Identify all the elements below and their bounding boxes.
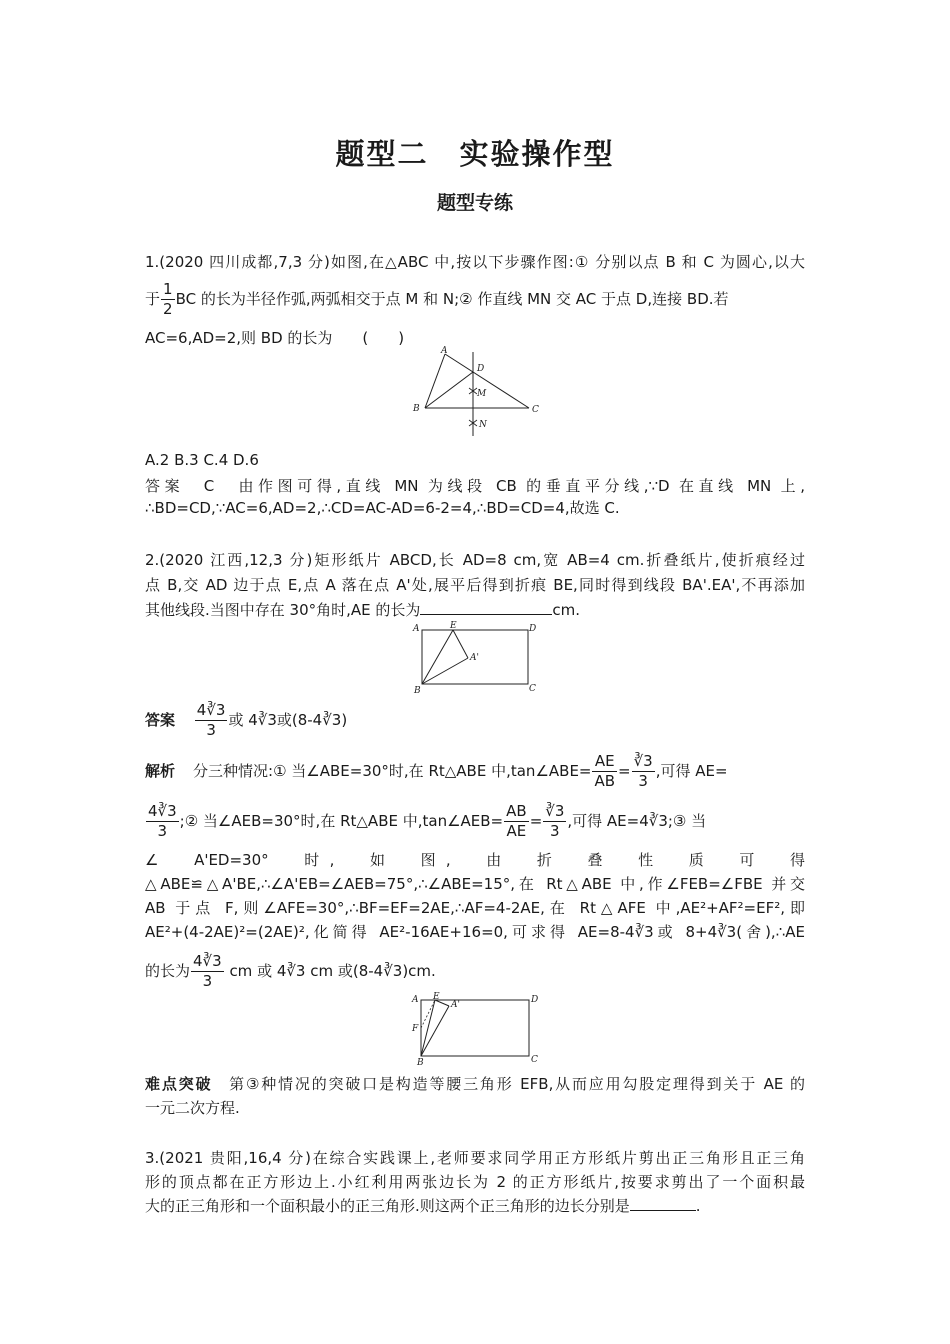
q2-s1-f2-num: ∛3 — [633, 752, 653, 770]
page-title: 题型二 实验操作型 — [335, 137, 615, 171]
q2-fig2-label-d: D — [531, 995, 539, 1005]
q2-fig2-label-b: B — [417, 1058, 424, 1066]
q3-line-3 — [145, 1196, 701, 1216]
q2-solution-line-2 — [145, 802, 706, 841]
q2-fig2-segment-fe — [421, 1000, 435, 1028]
q3-line-3-post: . — [695, 1197, 701, 1215]
q1-fig-label-d: D — [477, 364, 485, 374]
q2-fig-label-a: A — [413, 624, 420, 634]
q1-answer-line-2: ∴BD=CD,∵AC=6,AD=2,∴CD=AC-AD=6-2=4,∴BD=CD=4,故选 C. — [145, 499, 620, 517]
q1-fig-label-c: C — [532, 405, 539, 415]
q1-fraction-half — [161, 280, 175, 319]
q3-answer-blank[interactable] — [630, 1196, 696, 1211]
q1-line-2 — [145, 280, 729, 319]
q2-s2-f3-den: 3 — [550, 822, 560, 840]
q2-solution-line-6: AE²+(4-2AE)²=(2AE)²,化简得 AE²-16AE+16=0,可求得 AE=8-4∛3或 8+4∛3(舍),∴AE — [145, 923, 805, 941]
q2-s1-f2-den: 3 — [638, 772, 648, 790]
q2-answer-rest: 或 4∛3或(8-4∛3) — [228, 711, 348, 729]
q3-line-3-pre: 大的正三角形和一个面积最小的正三角形.则这两个正三角形的边长分别是 — [145, 1197, 630, 1215]
q1-options: A.2 B.3 C.4 D.6 — [145, 451, 259, 469]
q2-difficulty-text: 第③种情况的突破口是构造等腰三角形 EFB,从而应用勾股定理得到关于 AE 的 — [229, 1075, 805, 1093]
q2-solution-1-post: ,可得 AE= — [655, 762, 728, 780]
q2-difficulty-label: 难点突破 — [145, 1075, 213, 1093]
q2-s2-f2-num: AB — [506, 802, 527, 820]
q2-fig2-segment-ba — [421, 1006, 449, 1056]
q1-triangle-figure — [405, 344, 545, 440]
q1-fig-label-m: M — [477, 389, 487, 399]
q2-answer-label: 答案 — [145, 711, 176, 729]
q1-fraction-den: 2 — [163, 300, 173, 318]
q2-s2-mid: ;② 当∠AEB=30°时,在 Rt△ABE 中,tan∠AEB= — [179, 812, 504, 830]
q2-fig2-label-a-prime: A' — [451, 1000, 460, 1010]
q1-fig-label-n: N — [479, 420, 487, 430]
q2-rectangle-figure — [410, 620, 545, 694]
section-subtitle: 题型专练 — [436, 192, 513, 214]
q2-fig-label-a-prime: A' — [470, 653, 479, 663]
q2-line-1: 2.(2020 江西,12,3 分)矩形纸片 ABCD,长 AD=8 cm,宽 AB=4 cm.折叠纸片,使折痕经过 — [145, 551, 805, 569]
q2-s2-f3-num: ∛3 — [545, 802, 565, 820]
q2-answer-fraction — [195, 701, 228, 740]
q2-fig2-label-e: E — [433, 992, 440, 1002]
q2-fig2-crease-be — [421, 1000, 435, 1056]
q2-line-3 — [145, 600, 580, 620]
q2-solution-line-1 — [145, 752, 728, 791]
q3-line-1: 3.(2021 贵阳,16,4 分)在综合实践课上,老师要求同学用正方形纸片剪出正三角形且正三角 — [145, 1149, 805, 1167]
q2-s2-f-den: 3 — [157, 822, 168, 840]
q2-answer — [145, 701, 347, 740]
q1-answer-line-1: 答案 C 由作图可得,直线 MN 为线段 CB 的垂直平分线,∵D 在直线 MN 上, — [145, 477, 805, 495]
q2-s2-fraction-1 — [146, 802, 179, 841]
q1-fig-label-b: B — [413, 404, 420, 414]
q2-solution-figure — [405, 992, 545, 1066]
q2-answer-fraction-num: 4∛3 — [196, 701, 226, 719]
q2-s1-f1-den: AB — [594, 772, 616, 790]
q2-difficulty-line-2: 一元二次方程. — [145, 1099, 240, 1117]
q1-line-3: AC=6,AD=2,则 BD 的长为 ( ) — [145, 329, 405, 347]
q2-solution-line-4: △ABE≌△A'BE,∴∠A'EB=∠AEB=75°,∴∠ABE=15°,在 Rt△ABE 中,作∠FEB=∠FBE 并交 — [145, 875, 805, 893]
q2-difficulty-line-1 — [145, 1074, 805, 1094]
q2-s2-fraction-3 — [543, 802, 566, 841]
q2-s7-fraction — [191, 952, 224, 991]
q3-line-2: 形的顶点都在正方形边上.小红利用两张边长为 2 的正方形纸片,按要求剪出了一个面积最 — [145, 1173, 805, 1191]
q2-s7-post: cm 或 4∛3 cm 或(8-4∛3)cm. — [224, 962, 436, 980]
q2-fig2-label-f: F — [412, 1024, 419, 1034]
q1-fig-label-a: A — [441, 346, 448, 356]
q2-line-3-post: cm. — [552, 601, 581, 619]
q1-fig-side-ac — [445, 354, 529, 408]
q2-s2-f-num: 4∛3 — [148, 802, 177, 820]
q2-solution-line-7 — [145, 952, 436, 991]
q1-fig-segment-bd — [425, 372, 473, 408]
q2-solution-line-3: ∠ A'ED=30° 时, 如 图, 由 折 叠 性 质 可 得 — [145, 851, 805, 869]
q1-line-1: 1.(2020 四川成都,7,3 分)如图,在△ABC 中,按以下步骤作图:① 分别以点 B 和 C 为圆心,以大 — [145, 253, 805, 271]
q2-s2-fraction-2 — [504, 802, 529, 841]
q2-fig-label-c: C — [529, 684, 536, 694]
q1-fraction-num: 1 — [163, 280, 173, 298]
q2-fig-label-e: E — [450, 621, 457, 631]
q2-s7-den: 3 — [202, 972, 213, 990]
q1-line-2-pre: 于 — [145, 290, 161, 308]
q2-fig-crease-be — [422, 630, 453, 684]
q2-solution-1-pre: 分三种情况:① 当∠ABE=30°时,在 Rt△ABE 中,tan∠ABE= — [193, 762, 592, 780]
q2-s2-post: ,可得 AE=4∛3;③ 当 — [567, 812, 707, 830]
q2-s1-eq: = — [618, 762, 631, 780]
q2-line-3-pre: 其他线段.当图中存在 30°角时,AE 的长为 — [145, 601, 421, 619]
q2-fig2-label-a: A — [412, 995, 419, 1005]
q2-fig-label-b: B — [414, 686, 421, 694]
q2-solution-line-5: AB 于点 F,则∠AFE=30°,∴BF=EF=2AE,∴AF=4-2AE,在 Rt△AFE 中,AE²+AF²=EF²,即 — [145, 899, 805, 917]
q2-s7-num: 4∛3 — [193, 952, 222, 970]
q2-s7-pre: 的长为 — [145, 962, 191, 980]
q2-fig-segment-ea — [453, 630, 468, 658]
q2-answer-fraction-den: 3 — [206, 721, 216, 739]
q1-line-2-post: BC 的长为半径作弧,两弧相交于点 M 和 N;② 作直线 MN 交 AC 于点 D,连接 BD.若 — [175, 290, 729, 308]
q2-fig2-label-c: C — [531, 1055, 538, 1065]
q2-s1-fraction-2 — [632, 752, 655, 791]
q2-s1-f1-num: AE — [592, 752, 617, 772]
q2-s1-fraction-1 — [592, 752, 617, 791]
q2-s2-eq: = — [529, 812, 543, 830]
q2-solution-label: 解析 — [145, 762, 176, 780]
q2-s2-f2-den: AE — [506, 822, 527, 840]
q2-answer-blank[interactable] — [420, 600, 552, 615]
q2-fig-label-d: D — [529, 624, 537, 634]
q2-line-2: 点 B,交 AD 边于点 E,点 A 落在点 A'处,展平后得到折痕 BE,同时得到线段 BA'.EA',不再添加 — [145, 576, 805, 594]
